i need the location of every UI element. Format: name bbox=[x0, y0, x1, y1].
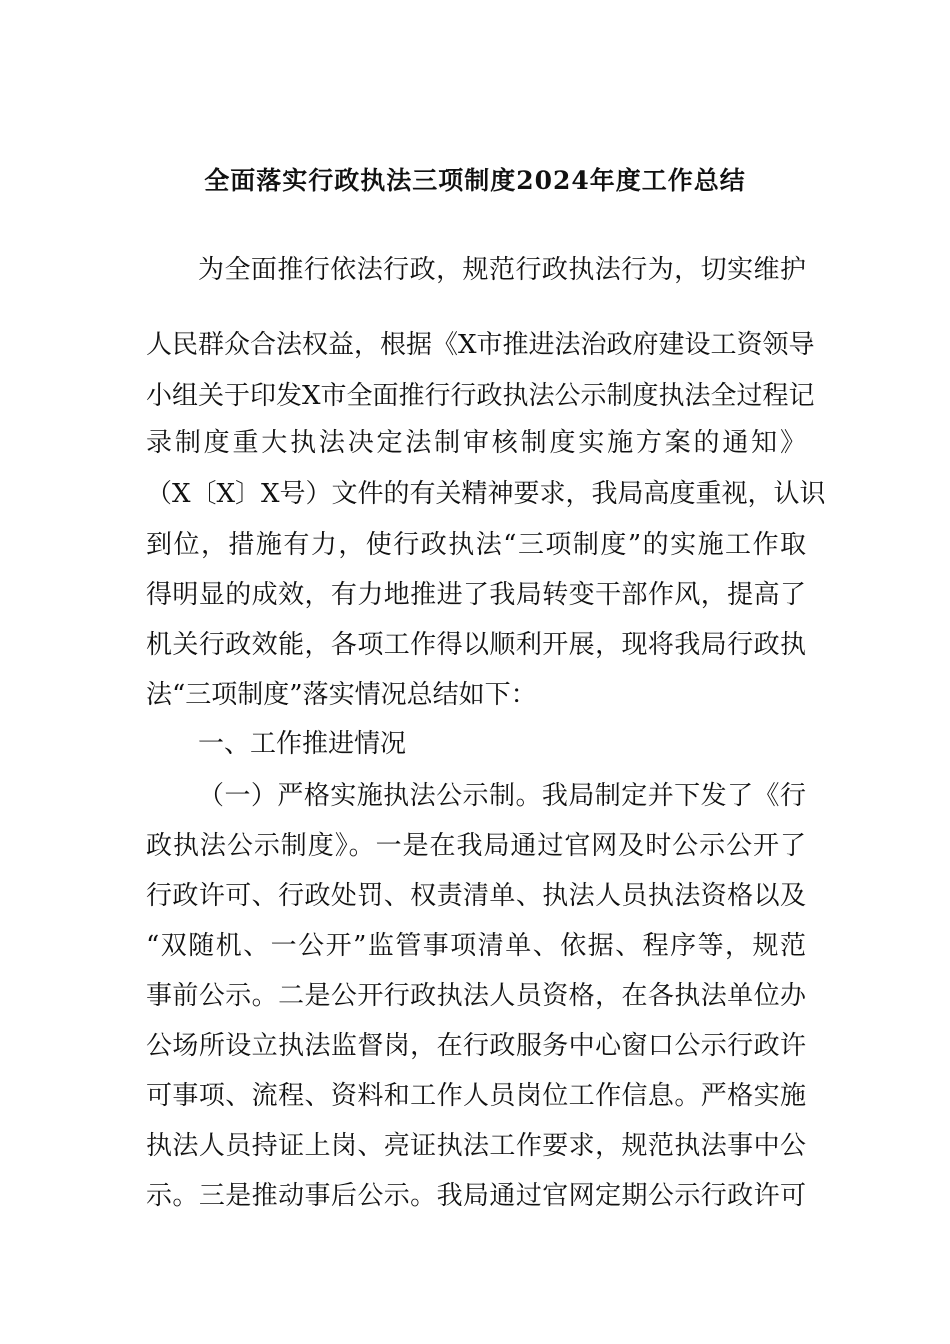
paragraph-line: 行政许可、行政处罚、权责清单、执法人员执法资格以及 bbox=[146, 881, 806, 911]
paragraph-line: 事前公示。二是公开行政执法人员资格，在各执法单位办 bbox=[146, 981, 806, 1011]
paragraph-line: 机关行政效能，各项工作得以顺利开展，现将我局行政执 bbox=[146, 630, 806, 660]
paragraph-line: 为全面推行依法行政，规范行政执法行为，切实维护 bbox=[198, 255, 806, 285]
paragraph-line: （一）严格实施执法公示制。我局制定并下发了《行 bbox=[198, 781, 806, 811]
paragraph-line: 法“三项制度”落实情况总结如下： bbox=[146, 680, 537, 710]
paragraph-line: 可事项、流程、资料和工作人员岗位工作信息。严格实施 bbox=[146, 1081, 806, 1111]
paragraph-line: 到位，措施有力，使行政执法“三项制度”的实施工作取 bbox=[146, 530, 806, 560]
paragraph-line: “双随机、一公开”监管事项清单、依据、程序等，规范 bbox=[146, 931, 806, 961]
paragraph-line: 小组关于印发X市全面推行行政执法公示制度执法全过程记 bbox=[146, 381, 815, 411]
paragraph-line: 政执法公示制度》。一是在我局通过官网及时公示公开了 bbox=[146, 831, 806, 861]
paragraph-line: 录制度重大执法决定法制审核制度实施方案的通知》 bbox=[146, 428, 806, 458]
paragraph-line: 执法人员持证上岗、亮证执法工作要求，规范执法事中公 bbox=[146, 1131, 806, 1161]
paragraph-line: 公场所设立执法监督岗，在行政服务中心窗口公示行政许 bbox=[146, 1031, 806, 1061]
section-heading: 一、工作推进情况 bbox=[198, 729, 407, 759]
paragraph-line: 得明显的成效，有力地推进了我局转变干部作风，提高了 bbox=[146, 580, 806, 610]
paragraph-line: 人民群众合法权益，根据《X市推进法治政府建设工资领导 bbox=[146, 330, 815, 360]
paragraph-line: （X〔X〕X号）文件的有关精神要求，我局高度重视，认识 bbox=[146, 479, 826, 509]
paragraph-line: 示。三是推动事后公示。我局通过官网定期公示行政许可 bbox=[146, 1181, 806, 1211]
document-title: 全面落实行政执法三项制度2024年度工作总结 bbox=[204, 166, 746, 195]
